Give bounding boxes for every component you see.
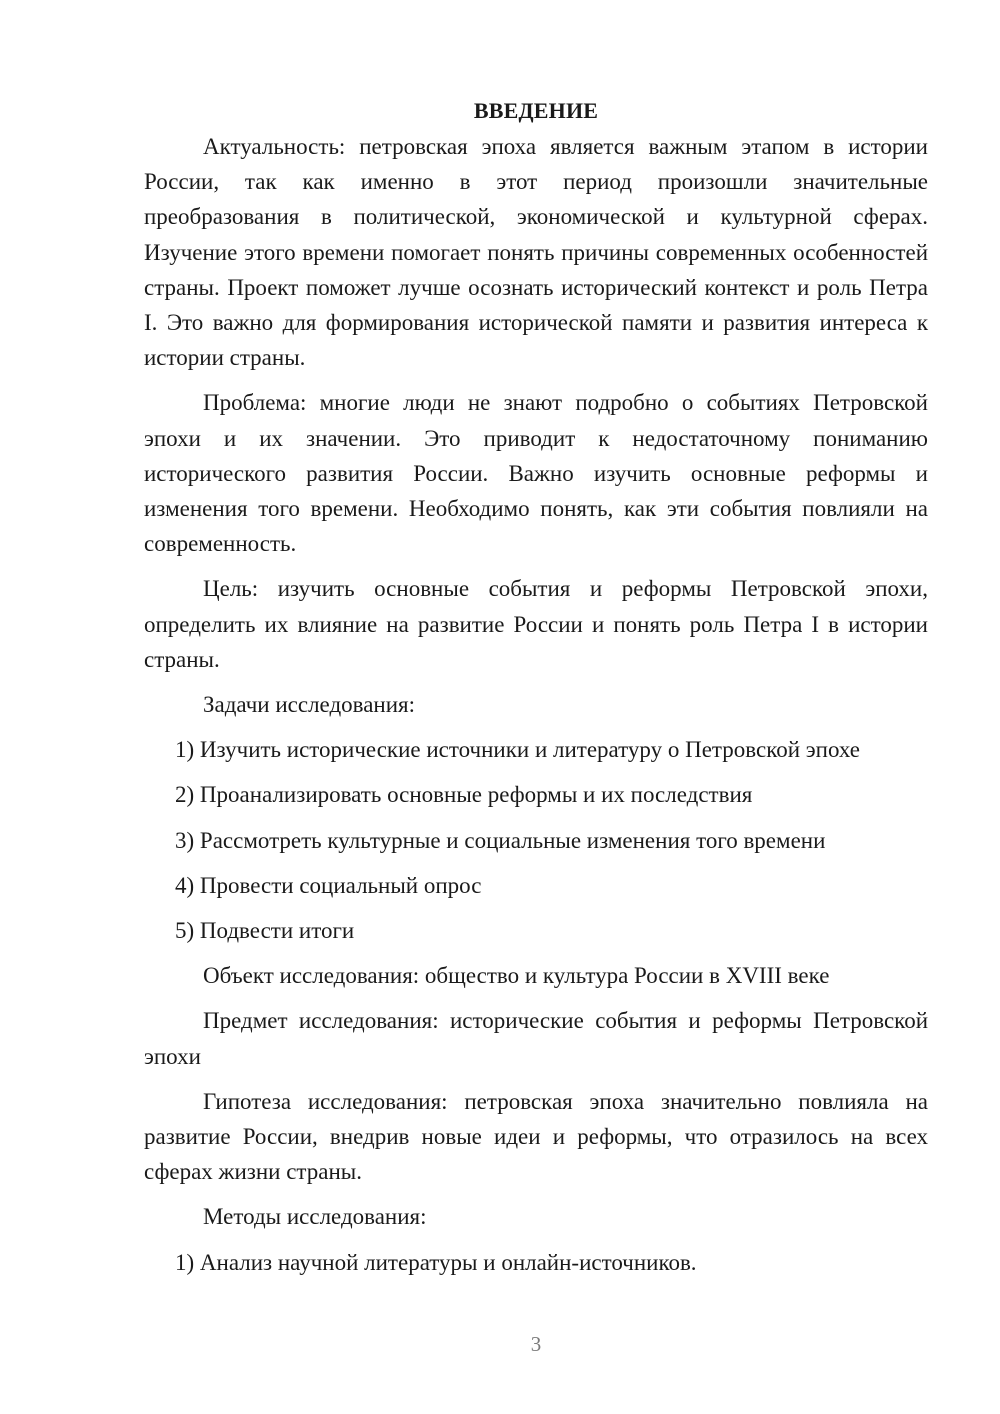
goal-paragraph: Цель: изучить основные события и реформы Петровской эпохи, определить их влияние на развитие России и понять роль Петра I в истории страны. [144, 576, 928, 672]
subject-paragraph: Предмет исследования: исторические события и реформы Петровской эпохи [144, 1008, 928, 1069]
hypothesis-paragraph: Гипотеза исследования: петровская эпоха значительно повлияла на развитие России, внедрив новые идеи и реформы, что отразилось на всех сферах жизни страны. [144, 1088, 928, 1185]
list-item: 3) Рассмотреть культурные и социальные изменения того времени [175, 827, 826, 853]
list-item: 1) Анализ научной литературы и онлайн-источников. [175, 1249, 697, 1275]
list-item: 5) Подвести итоги [175, 918, 355, 944]
methods-list [144, 1245, 928, 1280]
methods-label: Методы исследования: [203, 1204, 427, 1230]
tasks-label: Задачи исследования: [203, 692, 416, 718]
list-item: 1) Изучить исторические источники и литературу о Петровской эпохе [175, 737, 861, 763]
tasks-list [144, 732, 928, 948]
list-item: 4) Провести социальный опрос [175, 872, 482, 898]
problem-paragraph: Проблема: многие люди не знают подробно о событиях Петровской эпохи и их значении. Это приводит к недостаточному пониманию исторического развития России. Важно изучить основные реформы и изменения того времени. Необходимо понять, как эти события повлияли на современность. [144, 390, 928, 557]
page-content [144, 96, 928, 1290]
object-paragraph: Объект исследования: общество и культура России в XVIII веке [203, 963, 830, 989]
relevance-paragraph: Актуальность: петровская эпоха является важным этапом в истории России, так как именно в этот период произошли значительные преобразования в политической, экономической и культурной сферах. Изучение этого времени помогает понять причины современных особенностей страны. Проект поможет лучше осознать исторический контекст и роль Петра I. Это важно для формирования исторической памяти и развития интереса к истории страны. [144, 134, 928, 371]
section-title: ВВЕДЕНИЕ [473, 98, 599, 123]
list-item: 2) Проанализировать основные реформы и их последствия [175, 782, 753, 808]
page-number: 3 [530, 1332, 542, 1356]
